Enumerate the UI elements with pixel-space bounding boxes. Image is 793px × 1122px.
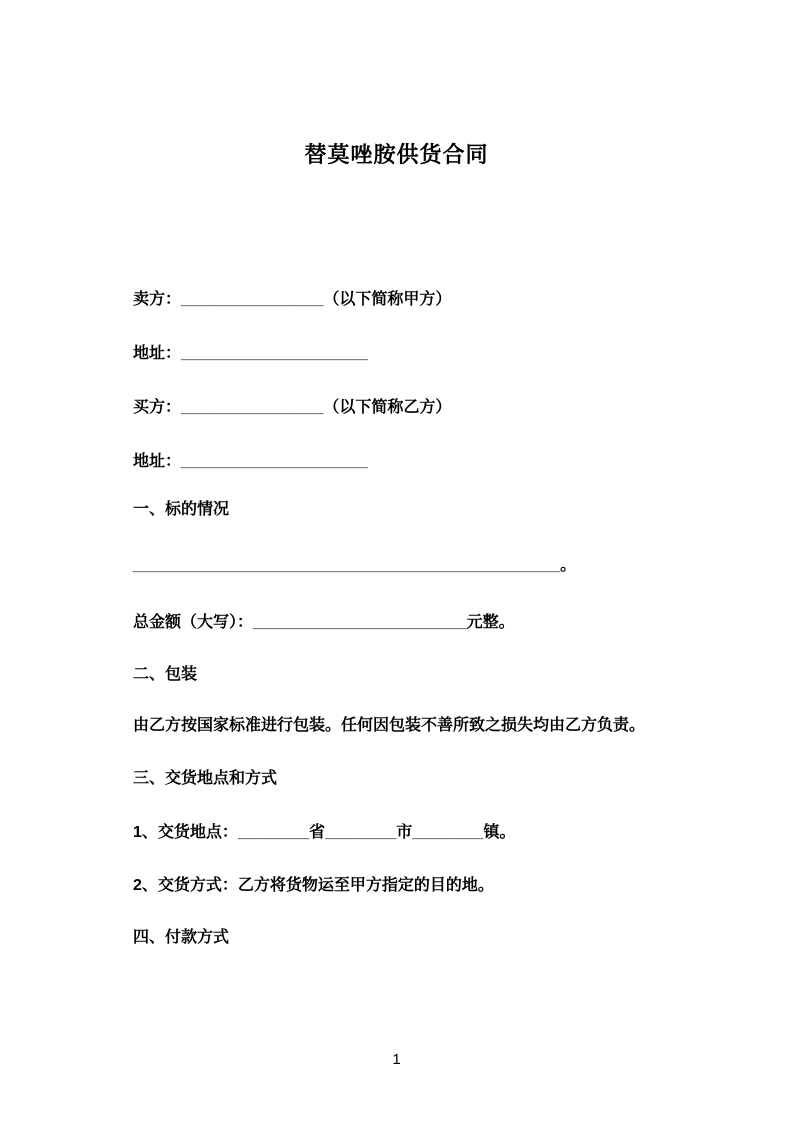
province-blank: ________ (237, 824, 310, 841)
buyer-suffix: （以下简称乙方） (323, 399, 452, 416)
subject-blank-line (133, 556, 663, 576)
total-amount-blank: ________________________ (253, 614, 467, 631)
buyer-address-line (133, 452, 663, 472)
seller-line (133, 290, 663, 310)
buyer-blank: ________________ (181, 399, 324, 416)
city-blank: ________ (325, 824, 397, 841)
delivery-place-line (133, 823, 663, 843)
section3-heading: 三、交货地点和方式 (133, 770, 278, 787)
town-blank: ________ (412, 824, 484, 841)
city-label: 市 (396, 824, 413, 841)
subject-blank: ________________________________________________ (133, 557, 561, 574)
delivery-place-label: 1、交货地点： (133, 824, 238, 841)
section1-heading: 一、标的情况 (133, 501, 230, 518)
seller-label: 卖方： (133, 291, 182, 308)
subject-blank-period: 。 (560, 557, 577, 574)
seller-address-label: 地址： (133, 345, 182, 362)
province-label: 省 (309, 824, 326, 841)
buyer-address-label: 地址： (133, 453, 182, 470)
town-label: 镇。 (483, 824, 516, 841)
buyer-line (133, 398, 663, 418)
total-amount-suffix: 元整。 (466, 614, 515, 631)
delivery-method-line: 2、交货方式：乙方将货物运至甲方指定的目的地。 (133, 877, 494, 894)
seller-address-line (133, 344, 663, 364)
buyer-address-blank: _____________________ (181, 453, 368, 470)
seller-suffix: （以下简称甲方） (323, 291, 452, 308)
section2-heading: 二、包装 (133, 666, 198, 683)
page-number: 1 (392, 1051, 401, 1068)
total-amount-line (133, 613, 663, 633)
packing-paragraph: 由乙方按国家标准进行包装。任何因包装不善所致之损失均由乙方负责。 (133, 717, 646, 734)
buyer-label: 买方： (133, 399, 182, 416)
total-amount-label: 总金额（大写）： (133, 614, 254, 631)
document-title: 替莫唑胺供货合同 (304, 142, 489, 167)
section4-heading: 四、付款方式 (133, 929, 230, 946)
seller-blank: ________________ (181, 291, 324, 308)
seller-address-blank: _____________________ (181, 345, 368, 362)
